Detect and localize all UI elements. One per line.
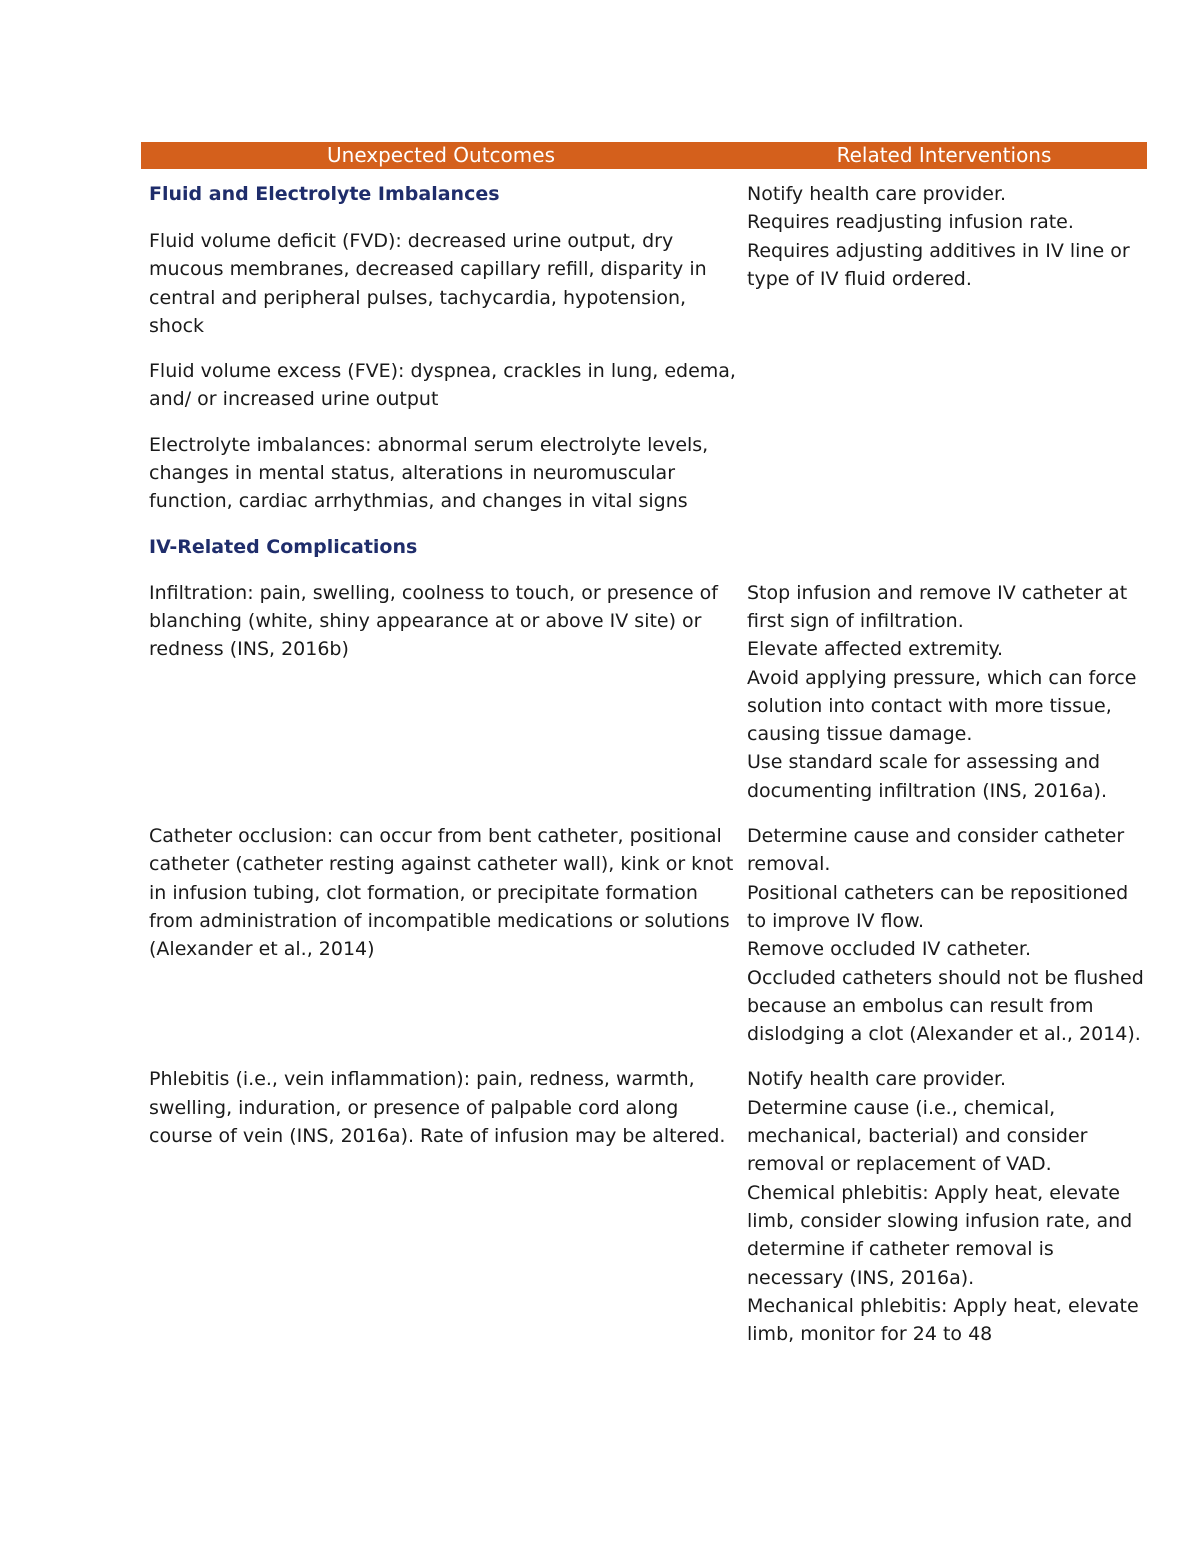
intervention-item: Occluded catheters should not be flushed because an embolus can result from dislodging a clot (Alexander et al., 2014). <box>747 966 1144 1046</box>
outcomes-table <box>141 142 1147 1348</box>
outcome-fve: Fluid volume excess (FVE): dyspnea, crackles in lung, edema, and/ or increased urine output <box>149 360 736 411</box>
outcome-phlebitis: Phlebitis (i.e., vein inflammation): pain, redness, warmth, swelling, induration, or presence of palpable cord along course of vein (INS, 2016a). Rate of infusion may be altered. <box>149 1068 726 1148</box>
intervention-item: Notify health care provider. <box>747 183 1007 205</box>
intervention-item: Notify health care provider. <box>747 1068 1007 1091</box>
outcome-infiltration: Infiltration: pain, swelling, coolness to touch, or presence of blanching (white, shiny appearance at or above IV site) or redness (INS, 2016b) <box>149 581 718 661</box>
table-row <box>141 822 1147 1048</box>
intervention-item: Avoid applying pressure, which can force solution into contact with more tissue, causing tissue damage. <box>747 666 1137 746</box>
table-row <box>141 579 1147 805</box>
section-title-fluid-electrolyte: Fluid and Electrolyte Imbalances <box>149 183 500 205</box>
header-related-interventions: Related Interventions <box>836 143 1052 167</box>
outcomes-cell <box>141 180 741 516</box>
table-row <box>141 180 1147 516</box>
intervention-item: Elevate affected extremity. <box>747 638 1004 661</box>
outcomes-cell <box>141 533 741 561</box>
intervention-item: Positional catheters can be repositioned to improve IV flow. <box>747 881 1129 932</box>
table-row <box>141 533 1147 561</box>
intervention-item: Mechanical phlebitis: Apply heat, elevate limb, monitor for 24 to 48 <box>747 1294 1139 1346</box>
interventions-cell <box>741 822 1147 1048</box>
interventions-cell <box>741 180 1147 516</box>
interventions-cell <box>741 1065 1147 1348</box>
outcome-electrolyte: Electrolyte imbalances: abnormal serum electrolyte levels, changes in mental status, alterations in neuromuscular function, cardiac arrhythmias, and changes in vital signs <box>149 433 709 513</box>
outcome-fvd: Fluid volume deficit (FVD): decreased urine output, dry mucous membranes, decreased capillary refill, disparity in central and peripheral pulses, tachycardia, hypotension, shock <box>149 230 707 337</box>
table-header <box>141 142 1147 169</box>
intervention-item: Stop infusion and remove IV catheter at first sign of infiltration. <box>747 581 1128 632</box>
interventions-cell <box>741 579 1147 805</box>
intervention-item: Determine cause (i.e., chemical, mechanical, bacterial) and consider removal or replacement of VAD. <box>747 1096 1088 1176</box>
outcomes-cell <box>141 1065 741 1348</box>
outcomes-cell <box>141 579 741 805</box>
intervention-item: Determine cause and consider catheter removal. <box>747 825 1125 876</box>
intervention-item: Remove occluded IV catheter. <box>747 938 1031 961</box>
outcomes-cell <box>141 822 741 1048</box>
intervention-item: Use standard scale for assessing and documenting infiltration (INS, 2016a). <box>747 751 1108 802</box>
header-unexpected-outcomes: Unexpected Outcomes <box>327 143 555 167</box>
outcome-catheter-occlusion: Catheter occlusion: can occur from bent catheter, positional catheter (catheter resting against catheter wall), kink or knot in infusion tubing, clot formation, or precipitate formation from administration of incompatible medications or solutions (Alexander et al., 2014) <box>149 825 734 961</box>
intervention-item: Chemical phlebitis: Apply heat, elevate limb, consider slowing infusion rate, and determine if catheter removal is necessary (INS, 2016a). <box>747 1181 1133 1289</box>
section-title-iv-complications: IV-Related Complications <box>149 535 418 558</box>
intervention-item: Requires readjusting infusion rate. <box>747 211 1074 234</box>
intervention-item: Requires adjusting additives in IV line or type of IV fluid ordered. <box>747 239 1130 290</box>
table-row <box>141 1065 1147 1348</box>
